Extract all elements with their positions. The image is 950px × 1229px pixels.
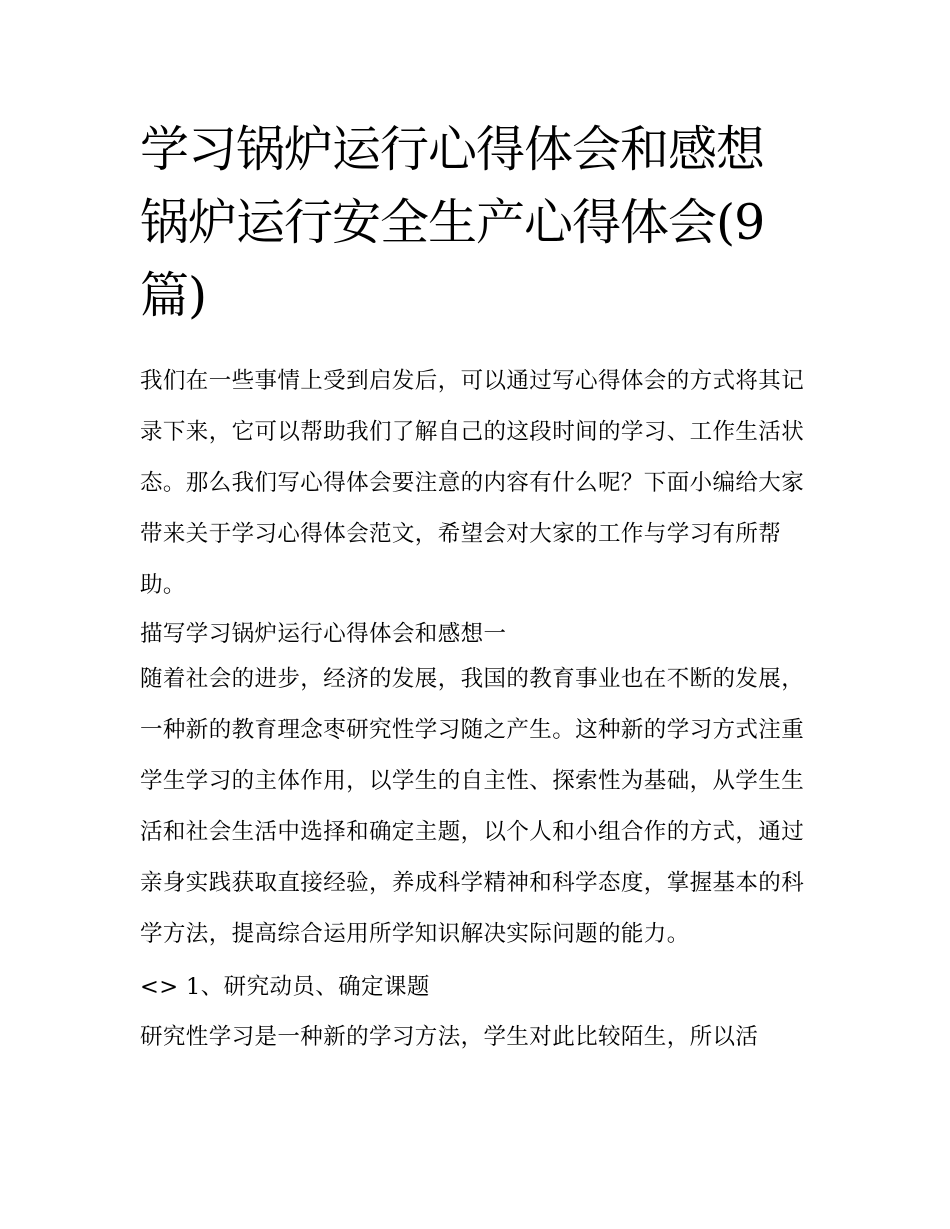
section-heading: 描写学习锅炉运行心得体会和感想一 — [140, 621, 507, 647]
document-body — [140, 356, 812, 1063]
section-paragraph: 随着社会的进步，经济的发展，我国的教育事业也在不断的发展，一种新的教育理念枣研究性学习随之产生。这种新的学习方式注重学生学习的主体作用，以学生的自主性、探索性为基础，从学生生活和社会生活中选择和确定主题，以个人和小组合作的方式，通过亲身实践获取直接经验，养成科学精神和科学态度，掌握基本的科学方法，提高综合运用所学知识解决实际问题的能力。 — [140, 666, 805, 947]
document-title: 学习锅炉运行心得体会和感想锅炉运行安全生产心得体会(9篇) — [140, 121, 765, 324]
subheading: <> 1、研究动员、确定课题 — [140, 974, 430, 1000]
last-paragraph: 研究性学习是一种新的学习方法，学生对此比较陌生，所以活 — [140, 1024, 759, 1050]
intro-paragraph: 我们在一些事情上受到启发后，可以通过写心得体会的方式将其记录下来，它可以帮助我们了解自己的这段时间的学习、工作生活状态。那么我们写心得体会要注意的内容有什么呢？下面小编给大家带来关于学习心得体会范文，希望会对大家的工作与学习有所帮助。 — [140, 368, 805, 598]
